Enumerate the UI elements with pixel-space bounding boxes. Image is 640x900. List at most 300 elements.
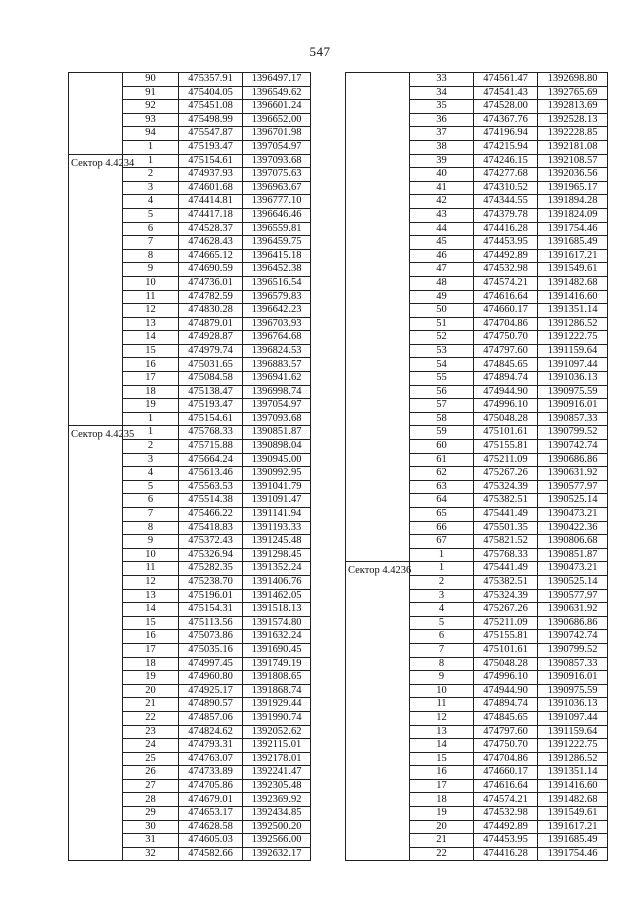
point-number-cell: 32	[123, 847, 179, 861]
y-coordinate-cell: 1391097.44	[538, 711, 608, 725]
point-number-cell: 22	[410, 847, 474, 861]
y-coordinate-cell: 1396824.53	[243, 344, 311, 358]
x-coordinate-cell: 474379.78	[474, 208, 538, 222]
x-coordinate-cell: 474733.89	[179, 766, 243, 780]
y-coordinate-cell: 1396601.24	[243, 100, 311, 114]
point-number-cell: 92	[123, 100, 179, 114]
y-coordinate-cell: 1396646.46	[243, 208, 311, 222]
x-coordinate-cell: 474824.62	[179, 725, 243, 739]
x-coordinate-cell: 475441.49	[474, 562, 538, 576]
x-coordinate-cell: 475048.28	[474, 412, 538, 426]
y-coordinate-cell: 1396549.62	[243, 86, 311, 100]
x-coordinate-cell: 474830.28	[179, 304, 243, 318]
x-coordinate-cell: 474925.17	[179, 684, 243, 698]
y-coordinate-cell: 1391617.21	[538, 249, 608, 263]
x-coordinate-cell: 475238.70	[179, 575, 243, 589]
y-coordinate-cell: 1396764.68	[243, 331, 311, 345]
y-coordinate-cell: 1391193.33	[243, 521, 311, 535]
y-coordinate-cell: 1391754.46	[538, 222, 608, 236]
y-coordinate-cell: 1390857.33	[538, 657, 608, 671]
x-coordinate-cell: 475404.05	[179, 86, 243, 100]
y-coordinate-cell: 1390992.95	[243, 467, 311, 481]
point-number-cell: 50	[410, 304, 474, 318]
point-number-cell: 18	[410, 793, 474, 807]
y-coordinate-cell: 1391754.46	[538, 847, 608, 861]
point-number-cell: 4	[123, 467, 179, 481]
x-coordinate-cell: 474944.90	[474, 684, 538, 698]
point-number-cell: 2	[410, 575, 474, 589]
y-coordinate-cell: 1391352.24	[243, 562, 311, 576]
x-coordinate-cell: 475821.52	[474, 535, 538, 549]
point-number-cell: 48	[410, 276, 474, 290]
y-coordinate-cell: 1390686.86	[538, 453, 608, 467]
table-row	[69, 426, 311, 440]
point-number-cell: 7	[123, 236, 179, 250]
y-coordinate-cell: 1391245.48	[243, 535, 311, 549]
x-coordinate-cell: 475382.51	[474, 575, 538, 589]
x-coordinate-cell: 474628.58	[179, 820, 243, 834]
table-row	[346, 73, 608, 87]
y-coordinate-cell: 1391990.74	[243, 711, 311, 725]
y-coordinate-cell: 1390857.33	[538, 412, 608, 426]
point-number-cell: 17	[410, 779, 474, 793]
x-coordinate-cell: 475547.87	[179, 127, 243, 141]
x-coordinate-cell: 475196.01	[179, 589, 243, 603]
y-coordinate-cell: 1397054.97	[243, 140, 311, 154]
point-number-cell: 91	[123, 86, 179, 100]
y-coordinate-cell: 1390975.59	[538, 684, 608, 698]
y-coordinate-cell: 1396703.93	[243, 317, 311, 331]
point-number-cell: 16	[123, 630, 179, 644]
point-number-cell: 6	[123, 494, 179, 508]
point-number-cell: 13	[410, 725, 474, 739]
y-coordinate-cell: 1396777.10	[243, 195, 311, 209]
point-number-cell: 27	[123, 779, 179, 793]
y-coordinate-cell: 1396642.23	[243, 304, 311, 318]
y-coordinate-cell: 1392178.01	[243, 752, 311, 766]
y-coordinate-cell: 1397054.97	[243, 399, 311, 413]
x-coordinate-cell: 474660.17	[474, 304, 538, 318]
point-number-cell: 18	[123, 657, 179, 671]
y-coordinate-cell: 1391286.52	[538, 317, 608, 331]
point-number-cell: 57	[410, 399, 474, 413]
x-coordinate-cell: 474532.98	[474, 807, 538, 821]
point-number-cell: 51	[410, 317, 474, 331]
x-coordinate-cell: 475613.46	[179, 467, 243, 481]
point-number-cell: 25	[123, 752, 179, 766]
point-number-cell: 5	[123, 208, 179, 222]
point-number-cell: 39	[410, 154, 474, 168]
x-coordinate-cell: 475154.61	[179, 154, 243, 168]
sector-cell	[346, 73, 410, 562]
y-coordinate-cell: 1391894.28	[538, 195, 608, 209]
y-coordinate-cell: 1390851.87	[538, 548, 608, 562]
point-number-cell: 47	[410, 263, 474, 277]
point-number-cell: 14	[123, 331, 179, 345]
point-number-cell: 9	[123, 535, 179, 549]
x-coordinate-cell: 475324.39	[474, 480, 538, 494]
x-coordinate-cell: 474793.31	[179, 739, 243, 753]
coordinates-table-left	[68, 72, 311, 861]
y-coordinate-cell: 1390525.14	[538, 494, 608, 508]
x-coordinate-cell: 474582.66	[179, 847, 243, 861]
y-coordinate-cell: 1392632.17	[243, 847, 311, 861]
y-coordinate-cell: 1392813.69	[538, 100, 608, 114]
point-number-cell: 23	[123, 725, 179, 739]
x-coordinate-cell: 474736.01	[179, 276, 243, 290]
y-coordinate-cell: 1390799.52	[538, 643, 608, 657]
point-number-cell: 15	[123, 344, 179, 358]
x-coordinate-cell: 474660.17	[474, 766, 538, 780]
point-number-cell: 24	[123, 739, 179, 753]
x-coordinate-cell: 474574.21	[474, 276, 538, 290]
x-coordinate-cell: 474532.98	[474, 263, 538, 277]
x-coordinate-cell: 475154.61	[179, 412, 243, 426]
y-coordinate-cell: 1392108.57	[538, 154, 608, 168]
x-coordinate-cell: 474797.60	[474, 344, 538, 358]
y-coordinate-cell: 1391286.52	[538, 752, 608, 766]
point-number-cell: 6	[123, 222, 179, 236]
coordinates-table-right	[345, 72, 608, 861]
x-coordinate-cell: 475282.35	[179, 562, 243, 576]
point-number-cell: 19	[123, 671, 179, 685]
y-coordinate-cell: 1396652.00	[243, 113, 311, 127]
x-coordinate-cell: 474561.47	[474, 73, 538, 87]
point-number-cell: 12	[123, 304, 179, 318]
point-number-cell: 61	[410, 453, 474, 467]
point-number-cell: 3	[123, 181, 179, 195]
y-coordinate-cell: 1391416.60	[538, 290, 608, 304]
point-number-cell: 45	[410, 236, 474, 250]
point-number-cell: 20	[123, 684, 179, 698]
y-coordinate-cell: 1390916.01	[538, 671, 608, 685]
point-number-cell: 52	[410, 331, 474, 345]
x-coordinate-cell: 474601.68	[179, 181, 243, 195]
point-number-cell: 41	[410, 181, 474, 195]
x-coordinate-cell: 474890.57	[179, 698, 243, 712]
x-coordinate-cell: 474628.43	[179, 236, 243, 250]
point-number-cell: 63	[410, 480, 474, 494]
y-coordinate-cell: 1391416.60	[538, 779, 608, 793]
y-coordinate-cell: 1392115.01	[243, 739, 311, 753]
point-number-cell: 17	[123, 372, 179, 386]
y-coordinate-cell: 1396516.54	[243, 276, 311, 290]
x-coordinate-cell: 475768.33	[179, 426, 243, 440]
x-coordinate-cell: 474894.74	[474, 372, 538, 386]
x-coordinate-cell: 474996.10	[474, 399, 538, 413]
y-coordinate-cell: 1392566.00	[243, 834, 311, 848]
point-number-cell: 10	[123, 276, 179, 290]
x-coordinate-cell: 474541.43	[474, 86, 538, 100]
point-number-cell: 1	[410, 548, 474, 562]
y-coordinate-cell: 1391808.65	[243, 671, 311, 685]
point-number-cell: 53	[410, 344, 474, 358]
y-coordinate-cell: 1391929.44	[243, 698, 311, 712]
point-number-cell: 16	[123, 358, 179, 372]
point-number-cell: 28	[123, 793, 179, 807]
x-coordinate-cell: 474928.87	[179, 331, 243, 345]
y-coordinate-cell: 1397075.63	[243, 168, 311, 182]
point-number-cell: 2	[123, 440, 179, 454]
y-coordinate-cell: 1390473.21	[538, 562, 608, 576]
y-coordinate-cell: 1391141.94	[243, 508, 311, 522]
y-coordinate-cell: 1391868.74	[243, 684, 311, 698]
y-coordinate-cell: 1396579.83	[243, 290, 311, 304]
y-coordinate-cell: 1390631.92	[538, 603, 608, 617]
point-number-cell: 26	[123, 766, 179, 780]
x-coordinate-cell: 474763.07	[179, 752, 243, 766]
y-coordinate-cell: 1391617.21	[538, 820, 608, 834]
x-coordinate-cell: 475084.58	[179, 372, 243, 386]
x-coordinate-cell: 474417.18	[179, 208, 243, 222]
x-coordinate-cell: 474750.70	[474, 331, 538, 345]
point-number-cell: 11	[410, 698, 474, 712]
point-number-cell: 2	[123, 168, 179, 182]
y-coordinate-cell: 1390742.74	[538, 630, 608, 644]
x-coordinate-cell: 475048.28	[474, 657, 538, 671]
point-number-cell: 42	[410, 195, 474, 209]
point-number-cell: 3	[410, 589, 474, 603]
sector-cell: Сектор 4.4234	[69, 154, 123, 426]
point-number-cell: 36	[410, 113, 474, 127]
x-coordinate-cell: 475211.09	[474, 453, 538, 467]
x-coordinate-cell: 474996.10	[474, 671, 538, 685]
point-number-cell: 13	[123, 317, 179, 331]
x-coordinate-cell: 474215.94	[474, 140, 538, 154]
x-coordinate-cell: 474414.81	[179, 195, 243, 209]
x-coordinate-cell: 474782.59	[179, 290, 243, 304]
x-coordinate-cell: 475193.47	[179, 399, 243, 413]
x-coordinate-cell: 474492.89	[474, 820, 538, 834]
sector-cell: Сектор 4.4236	[346, 562, 410, 861]
y-coordinate-cell: 1392052.62	[243, 725, 311, 739]
x-coordinate-cell: 474416.28	[474, 847, 538, 861]
point-number-cell: 19	[410, 807, 474, 821]
y-coordinate-cell: 1392528.13	[538, 113, 608, 127]
x-coordinate-cell: 475193.47	[179, 140, 243, 154]
x-coordinate-cell: 475101.61	[474, 426, 538, 440]
point-number-cell: 1	[123, 140, 179, 154]
x-coordinate-cell: 475466.22	[179, 508, 243, 522]
point-number-cell: 31	[123, 834, 179, 848]
point-number-cell: 17	[123, 643, 179, 657]
y-coordinate-cell: 1392369.92	[243, 793, 311, 807]
point-number-cell: 14	[410, 739, 474, 753]
y-coordinate-cell: 1392241.47	[243, 766, 311, 780]
x-coordinate-cell: 474277.68	[474, 168, 538, 182]
x-coordinate-cell: 474367.76	[474, 113, 538, 127]
x-coordinate-cell: 474310.52	[474, 181, 538, 195]
table-row	[69, 73, 311, 87]
x-coordinate-cell: 474979.74	[179, 344, 243, 358]
page-number: 547	[309, 44, 331, 59]
y-coordinate-cell: 1391518.13	[243, 603, 311, 617]
y-coordinate-cell: 1390799.52	[538, 426, 608, 440]
y-coordinate-cell: 1391685.49	[538, 834, 608, 848]
point-number-cell: 18	[123, 385, 179, 399]
point-number-cell: 46	[410, 249, 474, 263]
point-number-cell: 14	[123, 603, 179, 617]
point-number-cell: 93	[123, 113, 179, 127]
point-number-cell: 58	[410, 412, 474, 426]
point-number-cell: 55	[410, 372, 474, 386]
y-coordinate-cell: 1391482.68	[538, 793, 608, 807]
x-coordinate-cell: 474997.45	[179, 657, 243, 671]
y-coordinate-cell: 1390916.01	[538, 399, 608, 413]
x-coordinate-cell: 475031.65	[179, 358, 243, 372]
y-coordinate-cell: 1396559.81	[243, 222, 311, 236]
x-coordinate-cell: 475101.61	[474, 643, 538, 657]
point-number-cell: 20	[410, 820, 474, 834]
y-coordinate-cell: 1391685.49	[538, 236, 608, 250]
y-coordinate-cell: 1390975.59	[538, 385, 608, 399]
x-coordinate-cell: 474416.28	[474, 222, 538, 236]
point-number-cell: 11	[123, 562, 179, 576]
point-number-cell: 15	[123, 616, 179, 630]
point-number-cell: 5	[123, 480, 179, 494]
x-coordinate-cell: 475267.26	[474, 603, 538, 617]
point-number-cell: 1	[123, 412, 179, 426]
x-coordinate-cell: 475357.91	[179, 73, 243, 87]
y-coordinate-cell: 1392434.85	[243, 807, 311, 821]
y-coordinate-cell: 1390851.87	[243, 426, 311, 440]
y-coordinate-cell: 1396497.17	[243, 73, 311, 87]
y-coordinate-cell: 1392181.08	[538, 140, 608, 154]
point-number-cell: 4	[123, 195, 179, 209]
sector-cell	[69, 73, 123, 155]
x-coordinate-cell: 474616.64	[474, 779, 538, 793]
x-coordinate-cell: 475267.26	[474, 467, 538, 481]
y-coordinate-cell: 1396883.57	[243, 358, 311, 372]
y-coordinate-cell: 1391222.75	[538, 739, 608, 753]
y-coordinate-cell: 1391549.61	[538, 807, 608, 821]
y-coordinate-cell: 1396415.18	[243, 249, 311, 263]
y-coordinate-cell: 1391351.14	[538, 766, 608, 780]
point-number-cell: 56	[410, 385, 474, 399]
y-coordinate-cell: 1391462.05	[243, 589, 311, 603]
point-number-cell: 4	[410, 603, 474, 617]
point-number-cell: 94	[123, 127, 179, 141]
x-coordinate-cell: 474690.59	[179, 263, 243, 277]
x-coordinate-cell: 475451.08	[179, 100, 243, 114]
x-coordinate-cell: 474879.01	[179, 317, 243, 331]
y-coordinate-cell: 1396452.38	[243, 263, 311, 277]
point-number-cell: 1	[410, 562, 474, 576]
y-coordinate-cell: 1396963.67	[243, 181, 311, 195]
x-coordinate-cell: 474528.37	[179, 222, 243, 236]
y-coordinate-cell: 1391632.24	[243, 630, 311, 644]
point-number-cell: 49	[410, 290, 474, 304]
x-coordinate-cell: 474605.03	[179, 834, 243, 848]
y-coordinate-cell: 1391690.45	[243, 643, 311, 657]
x-coordinate-cell: 474944.90	[474, 385, 538, 399]
y-coordinate-cell: 1390577.97	[538, 480, 608, 494]
point-number-cell: 30	[123, 820, 179, 834]
x-coordinate-cell: 474453.95	[474, 236, 538, 250]
x-coordinate-cell: 474453.95	[474, 834, 538, 848]
x-coordinate-cell: 474344.55	[474, 195, 538, 209]
y-coordinate-cell: 1391549.61	[538, 263, 608, 277]
point-number-cell: 37	[410, 127, 474, 141]
point-number-cell: 10	[410, 684, 474, 698]
x-coordinate-cell: 475514.38	[179, 494, 243, 508]
x-coordinate-cell: 475154.31	[179, 603, 243, 617]
x-coordinate-cell: 475501.35	[474, 521, 538, 535]
x-coordinate-cell: 474797.60	[474, 725, 538, 739]
point-number-cell: 6	[410, 630, 474, 644]
x-coordinate-cell: 474937.93	[179, 168, 243, 182]
y-coordinate-cell: 1396941.62	[243, 372, 311, 386]
y-coordinate-cell: 1392698.80	[538, 73, 608, 87]
point-number-cell: 7	[123, 508, 179, 522]
table-row	[346, 562, 608, 576]
point-number-cell: 64	[410, 494, 474, 508]
y-coordinate-cell: 1391749.19	[243, 657, 311, 671]
y-coordinate-cell: 1391298.45	[243, 548, 311, 562]
x-coordinate-cell: 475768.33	[474, 548, 538, 562]
x-coordinate-cell: 474616.64	[474, 290, 538, 304]
x-coordinate-cell: 474653.17	[179, 807, 243, 821]
y-coordinate-cell: 1397093.68	[243, 154, 311, 168]
point-number-cell: 22	[123, 711, 179, 725]
x-coordinate-cell: 474857.06	[179, 711, 243, 725]
y-coordinate-cell: 1392036.56	[538, 168, 608, 182]
point-number-cell: 8	[410, 657, 474, 671]
point-number-cell: 8	[123, 521, 179, 535]
x-coordinate-cell: 474845.65	[474, 358, 538, 372]
y-coordinate-cell: 1391406.76	[243, 575, 311, 589]
point-number-cell: 10	[123, 548, 179, 562]
x-coordinate-cell: 474845.65	[474, 711, 538, 725]
sector-cell: Сектор 4.4235	[69, 426, 123, 861]
x-coordinate-cell: 475113.56	[179, 616, 243, 630]
x-coordinate-cell: 474246.15	[474, 154, 538, 168]
point-number-cell: 54	[410, 358, 474, 372]
y-coordinate-cell: 1396701.98	[243, 127, 311, 141]
point-number-cell: 33	[410, 73, 474, 87]
x-coordinate-cell: 475138.47	[179, 385, 243, 399]
x-coordinate-cell: 475155.81	[474, 440, 538, 454]
y-coordinate-cell: 1392765.69	[538, 86, 608, 100]
point-number-cell: 9	[123, 263, 179, 277]
y-coordinate-cell: 1391041.79	[243, 480, 311, 494]
point-number-cell: 65	[410, 508, 474, 522]
y-coordinate-cell: 1392305.48	[243, 779, 311, 793]
y-coordinate-cell: 1391036.13	[538, 698, 608, 712]
x-coordinate-cell: 474750.70	[474, 739, 538, 753]
point-number-cell: 67	[410, 535, 474, 549]
y-coordinate-cell: 1397093.68	[243, 412, 311, 426]
point-number-cell: 34	[410, 86, 474, 100]
point-number-cell: 3	[123, 453, 179, 467]
point-number-cell: 5	[410, 616, 474, 630]
point-number-cell: 8	[123, 249, 179, 263]
y-coordinate-cell: 1391351.14	[538, 304, 608, 318]
y-coordinate-cell: 1390898.04	[243, 440, 311, 454]
point-number-cell: 90	[123, 73, 179, 87]
point-number-cell: 43	[410, 208, 474, 222]
x-coordinate-cell: 475563.53	[179, 480, 243, 494]
x-coordinate-cell: 474528.00	[474, 100, 538, 114]
y-coordinate-cell: 1390945.00	[243, 453, 311, 467]
x-coordinate-cell: 474894.74	[474, 698, 538, 712]
x-coordinate-cell: 475441.49	[474, 508, 538, 522]
point-number-cell: 11	[123, 290, 179, 304]
point-number-cell: 9	[410, 671, 474, 685]
y-coordinate-cell: 1391482.68	[538, 276, 608, 290]
point-number-cell: 19	[123, 399, 179, 413]
x-coordinate-cell: 475155.81	[474, 630, 538, 644]
